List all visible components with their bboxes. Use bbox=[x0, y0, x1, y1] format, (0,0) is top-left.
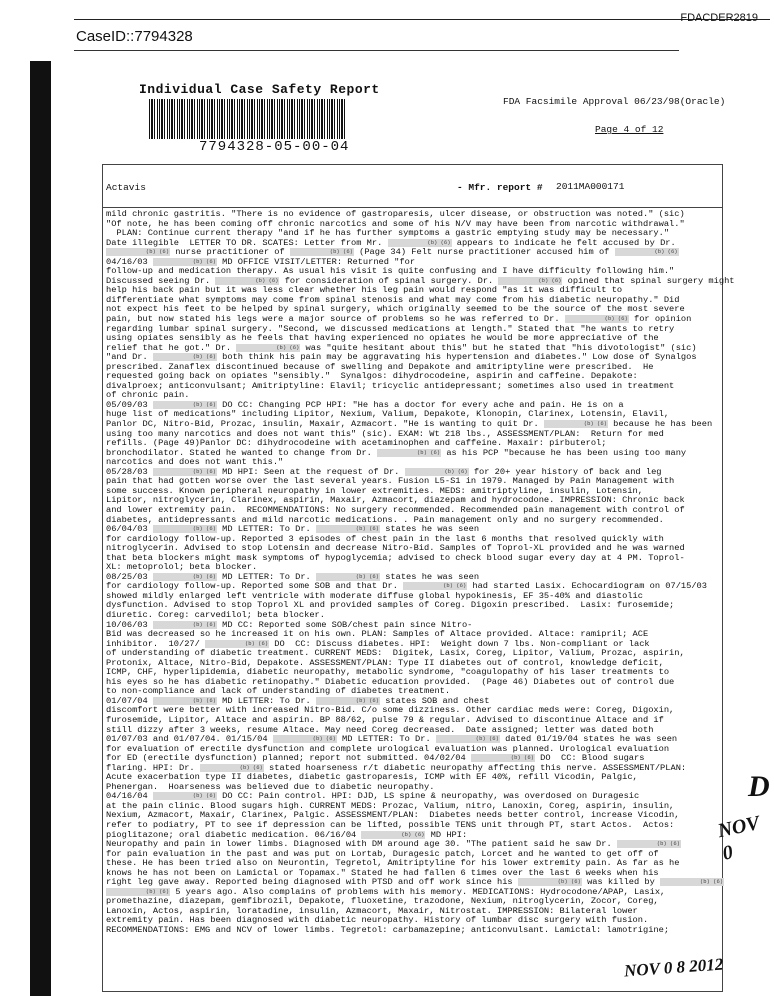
narrative-line: diuretic. Coreg: carvedilol; beta blocker. bbox=[106, 609, 325, 620]
report-frame-divider bbox=[102, 207, 722, 208]
redaction-box: (b) (6) bbox=[436, 735, 500, 743]
narrative-line: 01/07/03 and 01/07/04. 01/15/04 (b) (6) MD LETTER: To Dr. (b) (6) dated 01/19/04 states he was seen bbox=[106, 734, 678, 745]
narrative-line: Acute exacerbation type II diabetes, diabetic gastroparesis, ICMP with EF 40%, refill Vicodin, Palgic, bbox=[106, 772, 638, 783]
case-id-rule bbox=[74, 50, 679, 51]
case-id: CaseID::7794328 bbox=[76, 28, 193, 45]
narrative-line: regarding lumbar spinal surgery. "Second, we discussed medications at length." Stated that "he wants to retry bbox=[106, 323, 675, 334]
narrative-line: showed mildly enlarged left ventricle with moderate diffuse global hypokinesis, EF 35-40% and diastolic bbox=[106, 590, 643, 601]
narrative-line: Lanoxin, Actos, aspirin, loratadine, insulin, Azmacort, Maxair, Nitrostat. IMPRESSION: Bilateral lower bbox=[106, 905, 638, 916]
redaction-box: (b) (6) bbox=[153, 525, 217, 533]
narrative-line: pain, but now stated his legs were a major source of problems so he was referred to Dr. (b) (6) for opinion bbox=[106, 314, 692, 325]
redaction-box: (b) (6) bbox=[615, 248, 679, 256]
redaction-box: (b) (6) bbox=[498, 277, 562, 285]
redaction-box: (b) (6) bbox=[153, 353, 217, 361]
narrative-line: help his back pain but it was less clear whether his leg pain would respond "as it was difficult to bbox=[106, 285, 623, 296]
barcode bbox=[149, 99, 345, 139]
narrative-line: inhibitor. 10/27/ (b) (6) DO CC: Discuss diabetes. HPI: Weight down 7 lbs. Non-compliant or lack bbox=[106, 638, 650, 649]
scan-edge-bar bbox=[30, 61, 51, 996]
stamp-letter: D bbox=[748, 770, 770, 803]
narrative-line: for pain evaluation in the past and was put on Lortab, Duragesic patch, Lorcet and he wanted to get off of bbox=[106, 848, 659, 859]
narrative-line: pain that had gotten worse over the last several years. Fusion L5-S1 in 1979. Managed by Pain Management with bbox=[106, 476, 675, 487]
narrative-line: nitroglycerin. Advised to stop Lotensin and decrease Nitro-Bid. Samples of Toprol-XL provided and he was warned bbox=[106, 543, 685, 554]
narrative-line: of chronic pain. bbox=[106, 390, 190, 401]
redaction-box: (b) (6) bbox=[236, 344, 300, 352]
narrative-line: prescribed. Zanaflex discontinued because of swelling and Depakote and amitriptyline were prescribed. He bbox=[106, 361, 654, 372]
narrative-line: 05/09/03 (b) (6) DO CC: Changing PCP HPI: "He has a doctor for every ache and pain. He is on a bbox=[106, 399, 624, 410]
narrative-line: using too many narcotics and does not want this" (sic). EXAM: Wt 218 lbs., ASSESSMENT/PLAN: Return for med bbox=[106, 428, 664, 439]
redaction-box: (b) (6) bbox=[106, 248, 170, 256]
narrative-line: Date illegible LETTER TO DR. SCATES: Letter from Mr. (b) (6) appears to indicate he felt accused by Dr. bbox=[106, 237, 676, 248]
narrative-line: Protonix, Altace, Nitro-Bid, Depakote. ASSESSMENT/PLAN: Type II diabetes out of control, knowledge deficit, bbox=[106, 657, 664, 668]
stamp-received-fragment: NOV 0 bbox=[715, 811, 762, 865]
narrative-line: extremity pain. Has been diagnosed with diabetic neuropathy. History of lumbar disc surgery with fusion. bbox=[106, 915, 649, 926]
narrative-line: for cardiology follow-up. Reported some SOB and that Dr. (b) (6) had started Lasix. Echocardiogram on 07/15/03 bbox=[106, 581, 707, 592]
narrative-line: knows he has not been on Lamictal or Topamax." Stated he had fallen 6 times over the last 6 weeks when his bbox=[106, 867, 659, 878]
narrative-line: not expect his feet to be helped by spinal surgery, which originally seemed to be the source of the most severe bbox=[106, 304, 685, 315]
redaction-box: (b) (6) bbox=[403, 582, 467, 590]
narrative-line: Phenergan. Hoarseness was believed due to diabetic neuropathy. bbox=[106, 781, 435, 792]
redaction-box: (b) (6) bbox=[153, 621, 217, 629]
redaction-box: (b) (6) bbox=[153, 468, 217, 476]
narrative-line: Lipitor, nitroglycerin, Clarinex, aspirin, Maxair, Azmacort, diazepam and hydrocodone. IMPRESSION: Chronic back bbox=[106, 495, 685, 506]
redaction-box: (b) (6) bbox=[153, 697, 217, 705]
redaction-box: (b) (6) bbox=[153, 573, 217, 581]
narrative-line: requested going back on opiates "sensibly." Synalgos: dihydrocodeine, aspirin and caffeine. Depakote: bbox=[106, 371, 638, 382]
mfr-report-number: 2011MA000171 bbox=[556, 181, 625, 192]
narrative-line: differentiate what symptoms may come from spinal stenosis and what may come from his diabetic neuropathy." Did bbox=[106, 294, 680, 305]
narrative-line: (b) (6) nurse practitioner of (b) (6) (Page 34) Felt nurse practitioner accused him of (b) (6) bbox=[106, 248, 718, 258]
company-name: Actavis bbox=[106, 182, 146, 193]
narrative-line: his eyes so he has diabetic retinopathy." Diabetic education provided. (Page 46) Diabetes out of control due bbox=[106, 676, 675, 687]
narrative-line: relief that he got." Dr. (b) (6) was "quite hesitant about this" but he stated that "his divotologist" (sic) bbox=[106, 342, 697, 353]
header-rule bbox=[74, 19, 770, 20]
mfr-report-label: - Mfr. report # bbox=[457, 182, 543, 193]
narrative-line: 05/28/03 (b) (6) MD HPI: Seen at the request of Dr. (b) (6) for 20+ year history of back and leg bbox=[106, 466, 662, 477]
narrative-line: diabetes, antidepressants and mild narcotic medications. . Pain management only and no surgery recommended. bbox=[106, 514, 664, 525]
redaction-box: (b) (6) bbox=[200, 764, 264, 772]
fda-facsimile-approval: FDA Facsimile Approval 06/23/98(Oracle) bbox=[503, 96, 726, 107]
narrative-line: XL: metoprolol; beta blocker. bbox=[106, 562, 258, 573]
narrative-line: still dizzy after 3 weeks, resume Altace. May need Coreg decreased. Date assigned; letter was dated both bbox=[106, 724, 654, 735]
redaction-box: (b) (6) bbox=[106, 888, 170, 896]
narrative-line: promethazine, diazepam, gemfibrozil, Depakote, fluoxetine, trazodone, Nexium, nitroglycerin, Zocor, Coreg, bbox=[106, 896, 659, 907]
narrative-line: right leg gave away. Reported being diagnosed with PTSD and off work since his (b) (6) was killed by (b) (6) bbox=[106, 877, 724, 888]
narrative-line: Panlor DC, Nitro-Bid, Prozac, insulin, Maxair, Azmacort. "He is wanting to quit Dr. (b) (6) because he has been bbox=[106, 419, 713, 430]
narrative-line: "and Dr. (b) (6) both think his pain may be aggravating his hypertension and diabetes." Low dose of Synalgos bbox=[106, 352, 697, 363]
stamp-received-date: NOV 0 8 2012 bbox=[623, 954, 724, 981]
narrative-line: at the pain clinic. Blood sugars high. CURRENT MEDS: Prozac, Valium, nitro, Lanoxin, Coreg, aspirin, insulin, bbox=[106, 800, 675, 811]
narrative-line: flaring. HPI: Dr. (b) (6) stated hoarseness r/t diabetic neuropathy affecting this nerve. ASSESSMENT/PLAN: bbox=[106, 762, 687, 773]
narrative-line: to non-compliance and lack of understanding of diabetes treatment. bbox=[106, 686, 451, 697]
narrative-line: 01/07/04 (b) (6) MD LETTER: To Dr. (b) (6) states SOB and chest bbox=[106, 695, 490, 706]
redaction-box: (b) (6) bbox=[361, 831, 425, 839]
redaction-box: (b) (6) bbox=[205, 640, 269, 648]
page-number: Page 4 of 12 bbox=[595, 124, 664, 135]
redaction-box: (b) (6) bbox=[215, 277, 279, 285]
narrative-line: for ED (erectile dysfunction) planned; report not submitted. 04/02/04 (b) (6) DO CC: Blood sugars bbox=[106, 753, 645, 764]
narrative-line: refer to podiatry, PT to see if depression can be lifted, possible TENS unit through PT, start Actos. Actos: bbox=[106, 820, 675, 830]
narrative-line: and lower extremity pain. RECOMMENDATIONS: No surgery recommended. Recommended pain management with control of bbox=[106, 504, 685, 515]
narrative-line: 10/06/03 (b) (6) MD CC: Reported some SOB/chest pain since Nitro- bbox=[106, 619, 473, 630]
narrative-line: for evaluation of erectile dysfunction and complete urological evaluation was planned. Urological evaluation bbox=[106, 743, 670, 754]
narrative-line: RECOMMENDATIONS: EMG and NCV of lower limbs. Tegretol: carbamazepine; anticonvulsant. Lamictal: lamotrigine; bbox=[106, 925, 670, 936]
narrative-line: 06/04/03 (b) (6) MD LETTER: To Dr. (b) (6) states he was seen bbox=[106, 524, 480, 535]
narrative-line: 04/16/04 (b) (6) DO CC: Pain control. HPI: DJD, LS spine & neuropathy, was overdosed on Duragesic bbox=[106, 791, 640, 802]
narrative-line: Nexium, Azmacort, Maxair, Clarinex, Palgic. ASSESSMENT/PLAN: Diabetes needs better control, increase Vicodin, bbox=[106, 810, 680, 821]
redaction-box: (b) (6) bbox=[544, 420, 608, 428]
narrative-line: refills. (Page 49)Panlor DC: dihydrocodeine with acetaminophen and caffeine. Maxair: pirbuterol; bbox=[106, 438, 607, 449]
redaction-box: (b) (6) bbox=[518, 878, 582, 886]
narrative-line: that beta blockers might mask symptoms of hypoglycemia; advised to check blood sugar every day at 4 PM. Toprol- bbox=[106, 552, 685, 563]
narrative-line: 04/16/03 (b) (6) MD OFFICE VISIT/LETTER: Returned "for bbox=[106, 256, 416, 267]
narrative-line: Neuropathy and pain in lower limbs. Diagnosed with DM around age 30. "The patient said he saw Dr. (b) (6) bbox=[106, 839, 680, 850]
redaction-box: (b) (6) bbox=[153, 401, 217, 409]
redaction-box: (b) (6) bbox=[153, 792, 217, 800]
narrative-line: follow-up and medication therapy. As usual his visit is quite confusing and I have difficulty following him." bbox=[106, 266, 675, 277]
narrative-line: using opiates sensibly as he feels that having experienced no opiates he would be more appreciative of the bbox=[106, 333, 659, 344]
narrative-line: divalproex; anticonvulsant; Amitriptyline: Elavil; tricyclic antidepressant; sometimes also used in treatment bbox=[106, 380, 675, 391]
redaction-box: (b) (6) bbox=[377, 449, 441, 457]
narrative-line: huge list of medications" including Lipitor, Nexium, Valium, Depakote, Klonopin, Clarinex, Lotensin, Elavil, bbox=[106, 409, 670, 420]
narrative-text bbox=[106, 209, 735, 936]
redaction-box: (b) (6) bbox=[153, 258, 217, 266]
narrative-line: furosemide, Lipitor, Altace and aspirin. BP 88/62, pulse 79 & regular. Advised to discontinue Altace and if bbox=[106, 714, 664, 725]
barcode-number: 7794328-05-00-04 bbox=[199, 139, 350, 155]
narrative-line: narcotics and does not want this." bbox=[106, 457, 284, 468]
narrative-line: these. He has been tried also on Neurontin, Tegretol, Amitriptyline for his lower extremity pain. As far as he bbox=[106, 858, 680, 869]
redaction-box: (b) (6) bbox=[388, 239, 452, 247]
redaction-box: (b) (6) bbox=[565, 315, 629, 323]
redaction-box: (b) (6) bbox=[316, 573, 380, 581]
redaction-box: (b) (6) bbox=[660, 878, 724, 886]
narrative-line: (b) (6) 5 years ago. Also complains of problems with his memory. MEDICATIONS: Hydrocodone/APAP, Lasix, bbox=[106, 888, 718, 898]
fda-document-id: FDACDER2819 bbox=[680, 12, 758, 24]
narrative-line: mild chronic gastritis. "There is no evidence of gastroparesis, ulcer disease, or obstruction was noted." (sic) bbox=[106, 209, 685, 219]
narrative-line: Discussed seeing Dr. (b) (6) for consideration of spinal surgery. Dr. (b) (6) opined that spinal surgery might bbox=[106, 275, 735, 286]
narrative-line: pioglitazone; oral diabetic medication. 06/16/04 (b) (6) MD HPI: bbox=[106, 829, 468, 840]
narrative-line: discomfort were better with increased Nitro-Bid. C/o some dizziness. Other cardiac meds were: Coreg, Digoxin, bbox=[106, 705, 675, 716]
narrative-line: 08/25/03 (b) (6) MD LETTER: To Dr. (b) (6) states he was seen bbox=[106, 571, 480, 582]
narrative-line: bronchodilator. Stated he wanted to change from Dr. (b) (6) as his PCP "because he has been using too many bbox=[106, 447, 687, 458]
narrative-line: ICMP, CHF, hyperlipidemia, diabetic neuropathy, metabolic syndrome, "coagulopathy of his laser treatments to bbox=[106, 667, 670, 678]
report-title: Individual Case Safety Report bbox=[139, 82, 380, 97]
narrative-line: PLAN: Continue current therapy "and if he has further symptoms a gastric emptying study may be necessary." bbox=[106, 228, 670, 239]
redaction-box: (b) (6) bbox=[273, 735, 337, 743]
redaction-box: (b) (6) bbox=[316, 525, 380, 533]
narrative-line: some success. Known peripheral neuropathy in lower extremities. MEDS: amitriptyline, insulin, Lotensin, bbox=[106, 485, 643, 496]
redaction-box: (b) (6) bbox=[316, 697, 380, 705]
redaction-box: (b) (6) bbox=[290, 248, 354, 256]
redaction-box: (b) (6) bbox=[471, 754, 535, 762]
narrative-line: dysfunction. Advised to stop Toprol XL and provided samples of Coreg. Digoxin prescribed. Lasix: furosemide; bbox=[106, 600, 675, 611]
narrative-line: of understanding of diabetic treatment. CURRENT MEDS: Digitek, Lasix, Coreg, Lipitor, Valium, Prozac, aspirin, bbox=[106, 648, 685, 659]
narrative-line: "Of note, he has been coming off chronic narcotics and some of his N/V may have been from narcotic withdrawal." bbox=[106, 218, 685, 229]
redaction-box: (b) (6) bbox=[405, 468, 469, 476]
redaction-box: (b) (6) bbox=[617, 840, 681, 848]
narrative-line: for cardiology follow-up. Reported 3 episodes of chest pain in the last 6 months that resolved quickly with bbox=[106, 533, 664, 544]
narrative-line: Bid was decreased so he increased it on his own. PLAN: Samples of Altace provided. Altace: ramipril; ACE bbox=[106, 629, 649, 640]
